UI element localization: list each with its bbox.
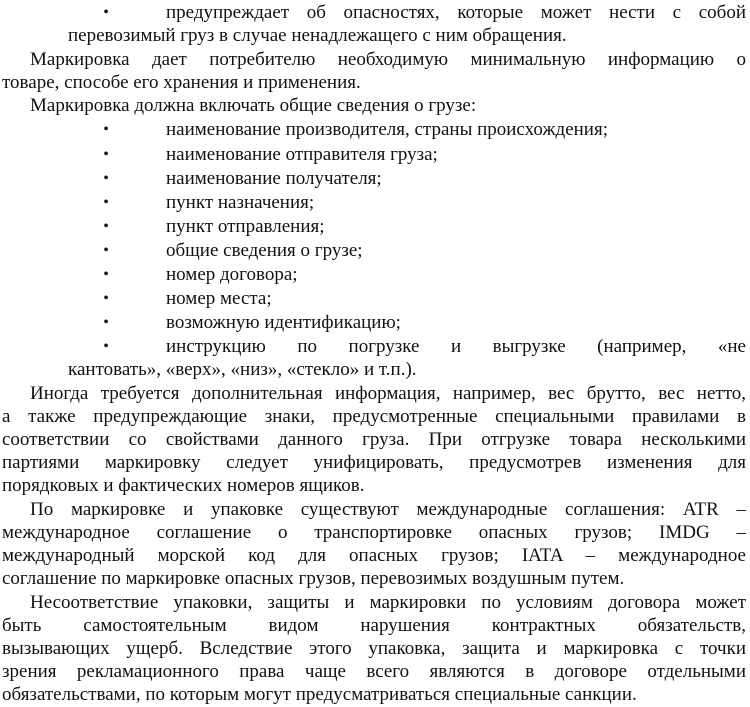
- list-item: [0, 263, 746, 287]
- paragraph-line: Несоответствие упаковки, защиты и маркировки по условиям договора может: [30, 592, 746, 613]
- list-item-text: общие сведения о грузе;: [166, 240, 363, 261]
- paragraph-line: соглашение по маркировке опасных грузов, перевозимых воздушным путем.: [2, 568, 625, 589]
- bullet-icon: •: [103, 121, 109, 138]
- list-item: [0, 143, 746, 167]
- list-item: [0, 118, 746, 142]
- list-item-text: наименование отправителя груза;: [166, 144, 438, 165]
- paragraph-line: вызывающих ущерб. Вследствие этого упаковка, защита и маркировка с точки: [2, 638, 746, 659]
- list-item-warning: [0, 1, 746, 25]
- bullet-icon: •: [103, 338, 109, 355]
- bullet-icon: •: [103, 146, 109, 163]
- paragraph-line: а также предупреждающие знаки, предусмотренные специальными правилами в: [2, 406, 746, 427]
- paragraph-line: Иногда требуется дополнительная информация, например, вес брутто, вес нетто,: [30, 383, 746, 404]
- list-item: [0, 215, 746, 239]
- paragraph-line: обязательствами, по которым могут предусматриваться специальные санкции.: [2, 684, 637, 705]
- bullet-icon: •: [103, 170, 109, 187]
- list-item: [0, 311, 746, 335]
- list-item-text: наименование получателя;: [166, 168, 382, 189]
- list-item-text: номер договора;: [166, 264, 298, 285]
- list-item: [0, 167, 746, 191]
- bullet-icon: •: [103, 290, 109, 307]
- list-item-text: наименование производителя, страны происхождения;: [166, 119, 608, 140]
- list-item-continuation: кантовать», «верх», «низ», «стекло» и т.п.).: [68, 359, 417, 380]
- paragraph-line: партиями маркировку следует унифицировать, предусмотрев изменения для: [2, 452, 746, 473]
- list-item-instructions: [0, 335, 746, 359]
- paragraph-line: соответствии со свойствами данного груза. При отгрузке товара несколькими: [2, 429, 746, 450]
- list-item-text: номер места;: [166, 288, 272, 309]
- bullet-icon: •: [103, 218, 109, 235]
- paragraph-line: зрения рекламационного права чаще всего являются в договоре отдельными: [2, 661, 746, 682]
- bullet-icon: •: [103, 314, 109, 331]
- list-item: [0, 239, 746, 263]
- paragraph-line: порядковых и фактических номеров ящиков.: [2, 475, 365, 496]
- paragraph-line: По маркировке и упаковке существуют международные соглашения: ATR –: [30, 499, 746, 520]
- paragraph-line: Маркировка дает потребителю необходимую минимальную информацию о: [30, 49, 746, 70]
- paragraph-line: международное соглашение о транспортировке опасных грузов; IMDG –: [2, 522, 746, 543]
- bullet-icon: •: [103, 266, 109, 283]
- paragraph-line: товаре, способе его хранения и применения.: [2, 72, 361, 93]
- paragraph-line: Маркировка должна включать общие сведения о грузе:: [30, 95, 477, 116]
- list-item-text: инструкцию по погрузке и выгрузке (например, «не: [166, 336, 746, 357]
- bullet-icon: •: [103, 194, 109, 211]
- list-item-text: пункт отправления;: [166, 216, 325, 237]
- list-item: [0, 287, 746, 311]
- list-item-text: предупреждает об опасностях, которые может нести с собой: [166, 2, 746, 23]
- bullet-icon: •: [103, 242, 109, 259]
- list-item-text: пункт назначения;: [166, 192, 315, 213]
- list-item: [0, 191, 746, 215]
- paragraph-line: быть самостоятельным видом нарушения контрактных обязательств,: [2, 615, 746, 636]
- paragraph-line: международный морской код для опасных грузов; IATA – международное: [2, 545, 746, 566]
- list-item-text: возможную идентификацию;: [166, 312, 401, 333]
- list-item-continuation: перевозимый груз в случае ненадлежащего с ним обращения.: [68, 25, 567, 46]
- bullet-icon: •: [103, 4, 109, 21]
